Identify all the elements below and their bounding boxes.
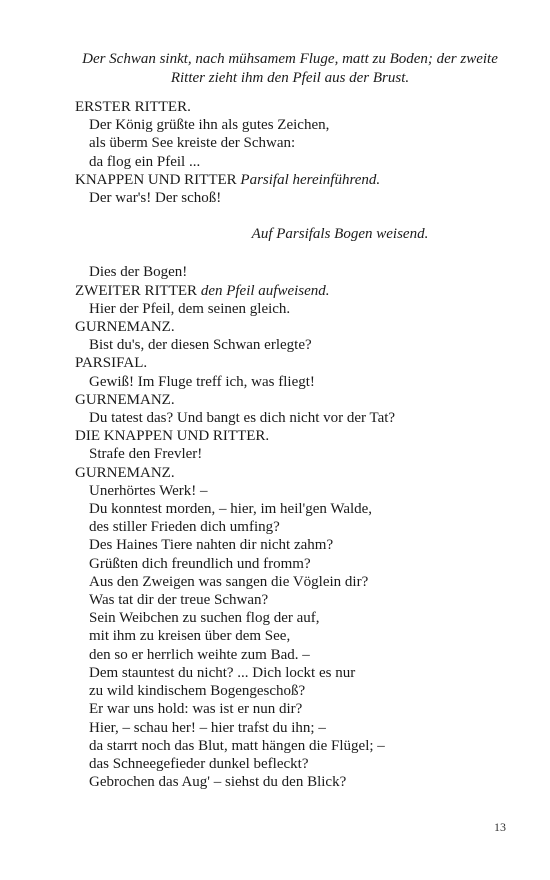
verse-line: Was tat dir der treue Schwan? [89,592,269,609]
verse-line: da starrt noch das Blut, matt hängen die Flügel; – [89,737,385,754]
verse-line: mit ihm zu kreisen über dem See, [89,628,291,645]
verse-line: Gewiß! Im Fluge treff ich, was fliegt! [89,373,315,390]
speaker-name: ERSTER RITTER. [75,99,191,115]
verse-line: Der war's! Der schoß! [89,190,222,207]
verse-line: Hier der Pfeil, dem seinen gleich. [89,300,291,317]
verse-line: das Schneegefieder dunkel befleckt? [89,755,309,772]
verse-line: Dies der Bogen! [89,264,188,281]
verse-line: Bist du's, der diesen Schwan erlegte? [89,337,312,354]
verse-line: Unerhörtes Werk! – [89,482,208,499]
verse-line: Er war uns hold: was ist er nun dir? [89,701,303,718]
speaker-name: PARSIFAL. [75,355,148,372]
verse-line: als überm See kreiste der Schwan: [89,135,296,152]
speaker-name: ZWEITER RITTER [75,282,198,299]
verse-line: des stiller Frieden dich umfing? [89,519,280,536]
verse-line: Hier, – schau her! – hier trafst du ihn; – [89,719,326,736]
verse-line: Sein Weibchen zu suchen flog der auf, [89,610,320,627]
verse-line: Der König grüßte ihn als gutes Zeichen, [89,117,330,134]
speaker-name: KNAPPEN UND RITTER [75,171,237,188]
speaker-heading [75,171,515,189]
verse-line: den so er herrlich weihte zum Bad. – [89,646,310,663]
verse-line: Dem stauntest du nicht? ... Dich lockt es nur [89,664,356,681]
speaker-heading [75,282,515,300]
verse-line: Du tatest das? Und bangt es dich nicht vor der Tat? [89,410,396,427]
speaker-name: DIE KNAPPEN UND RITTER. [75,428,270,445]
speaker-name: GURNEMANZ. [75,391,175,408]
verse-line: da flog ein Pfeil ... [89,153,201,170]
verse-line: zu wild kindischem Bogengeschoß? [89,683,306,700]
dialogue-text [75,98,515,791]
stage-direction-top [60,50,520,88]
verse-line: Aus den Zweigen was sangen die Vöglein dir? [89,573,369,590]
page-number: 13 [494,820,506,834]
speaker-name: GURNEMANZ. [75,319,175,336]
verse-line: Strafe den Frevler! [89,446,203,463]
stage-direction-inline: den Pfeil aufweisend. [200,282,330,299]
stage-direction-centered: Auf Parsifals Bogen weisend. [251,226,429,243]
verse-line: Grüßten dich freundlich und fromm? [89,555,311,572]
speaker-name: GURNEMANZ. [75,464,175,481]
stage-direction-line-1: Der Schwan sinkt, nach mühsamem Fluge, matt zu Boden; der zweite [82,51,498,67]
verse-line: Des Haines Tiere nahten dir nicht zahm? [89,537,334,554]
stage-direction-line-2: Ritter zieht ihm den Pfeil aus der Brust. [170,70,410,86]
verse-line: Du konntest morden, – hier, im heil'gen Walde, [89,501,373,518]
verse-line: Gebrochen das Aug' – siehst du den Blick? [89,774,347,791]
stage-direction-inline: Parsifal hereinführend. [240,171,381,188]
